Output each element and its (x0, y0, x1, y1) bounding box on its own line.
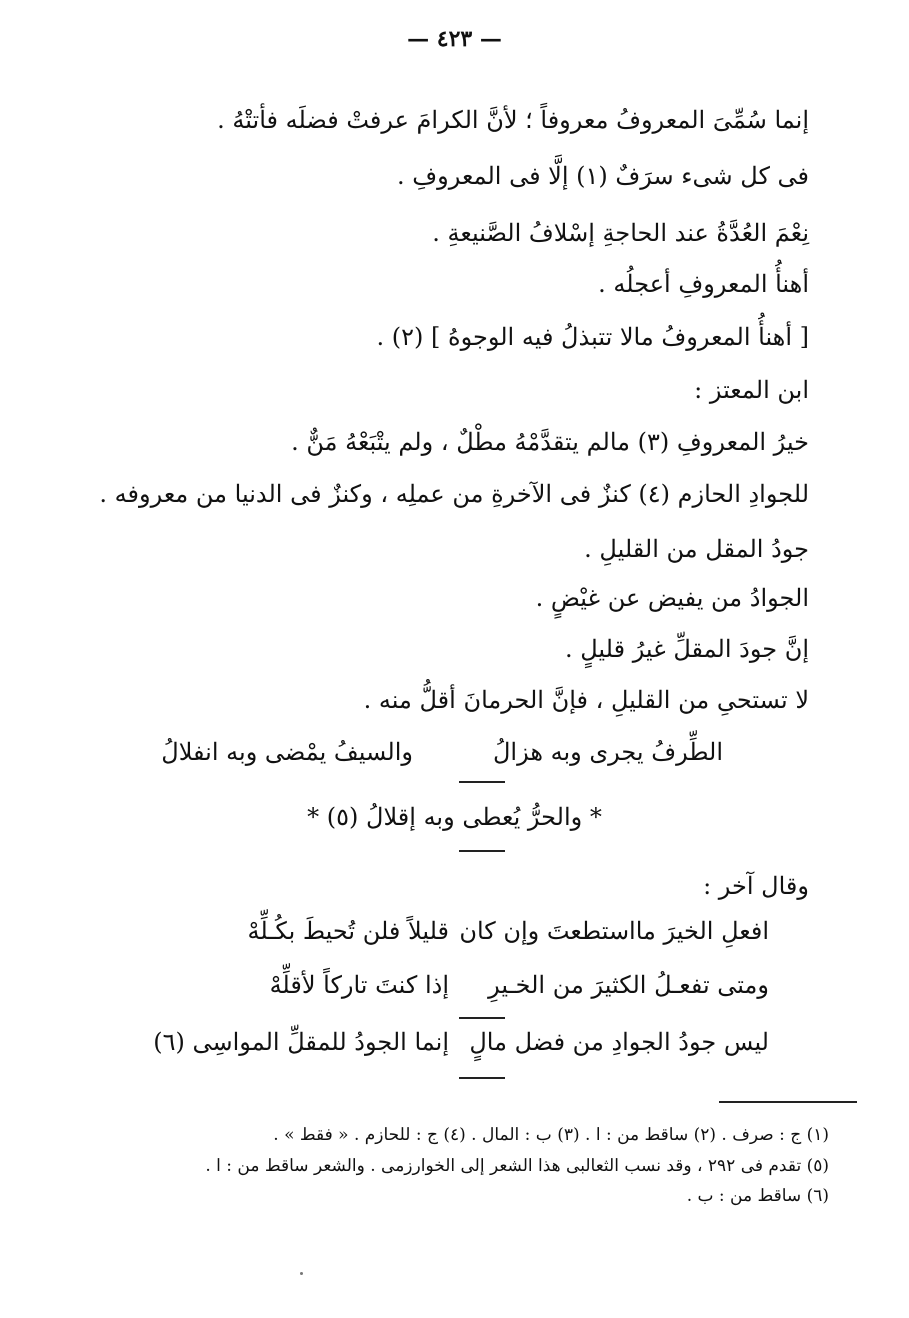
print-speck (300, 1272, 303, 1275)
footnote: (٥) تقدم فى ٢٩٢ ، وقد نسب الثعالبى هذا الشعر إلى الخوارزمى . والشعر ساقط من : ا . (205, 1156, 829, 1176)
page-number: — ٤٢٣ — (407, 26, 502, 52)
verse-first-half: الطِّرفُ يجرى وبه هزالُ (492, 738, 723, 766)
footnote-separator (719, 1101, 857, 1103)
text-line: خيرُ المعروفِ (٣) مالم يتقدَّمْهُ مطْلٌ ، ولم يتْبَعْهُ مَنٌّ . (291, 428, 809, 456)
verse-second-half: قليلاً فلن تُحيطَ بكُـلِّهْ (247, 917, 449, 945)
text-line: نِعْمَ العُدَّةُ عند الحاجةِ إسْلافُ الصَّنيعةِ . (432, 219, 809, 247)
text-line: إنما سُمِّىَ المعروفُ معروفاً ؛ لأنَّ الكرامَ عرفتْ فضلَه فأتتْهُ . (217, 106, 809, 134)
verse-second-half: والسيفُ يمْضى وبه انفلالُ (161, 738, 413, 766)
verse-second-half: إنما الجودُ للمقلِّ المواسِى (٦) (153, 1028, 449, 1056)
text-line: الجوادُ من يفيض عن غيْضٍ . (535, 584, 809, 612)
verse-divider (459, 850, 505, 852)
speaker-heading: ابن المعتز : (694, 376, 809, 404)
text-line: جودُ المقل من القليلِ . (584, 535, 809, 563)
text-line: فى كل شىء سرَفٌ (١) إلَّا فى المعروفِ . (397, 162, 809, 190)
verse-divider (459, 1077, 505, 1079)
speaker-heading: وقال آخر : (703, 872, 809, 900)
verse-first-half: ليس جودُ الجوادِ من فضل مالٍ (469, 1028, 769, 1056)
footnote: (١) ج : صرف . (٢) ساقط من : ا . (٣) ب : المال . (٤) ج : للحازم . « فقط » . (273, 1125, 829, 1145)
text-line: للجوادِ الحازم (٤) كنزٌ فى الآخرةِ من عملِه ، وكنزٌ فى الدنيا من معروفه . (99, 480, 809, 508)
verse-first-half: ومتى تفعـلُ الكثيرَ من الخـيرِ (488, 971, 769, 999)
verse-divider (459, 1017, 505, 1019)
text-line: إنَّ جودَ المقلِّ غيرُ قليلٍ . (564, 635, 809, 663)
text-line: لا تستحىِ من القليلِ ، فإنَّ الحرمانَ أقلُّ منه . (363, 686, 809, 714)
verse-second-half: إذا كنتَ تاركاً لأقلِّهْ (269, 971, 449, 999)
verse-third-line: * والحرُّ يُعطى وبه إقلالُ (٥) * (307, 803, 602, 831)
verse-first-half: افعلِ الخيرَ مااستطعتَ وإن كان (459, 917, 769, 945)
text-line: أهنأُ المعروفِ أعجلُه . (598, 270, 809, 298)
footnote: (٦) ساقط من : ب . (686, 1186, 829, 1206)
text-line: [ أهنأُ المعروفُ مالا تتبذلُ فيه الوجوهُ ] (٢) . (376, 323, 809, 351)
verse-divider (459, 781, 505, 783)
